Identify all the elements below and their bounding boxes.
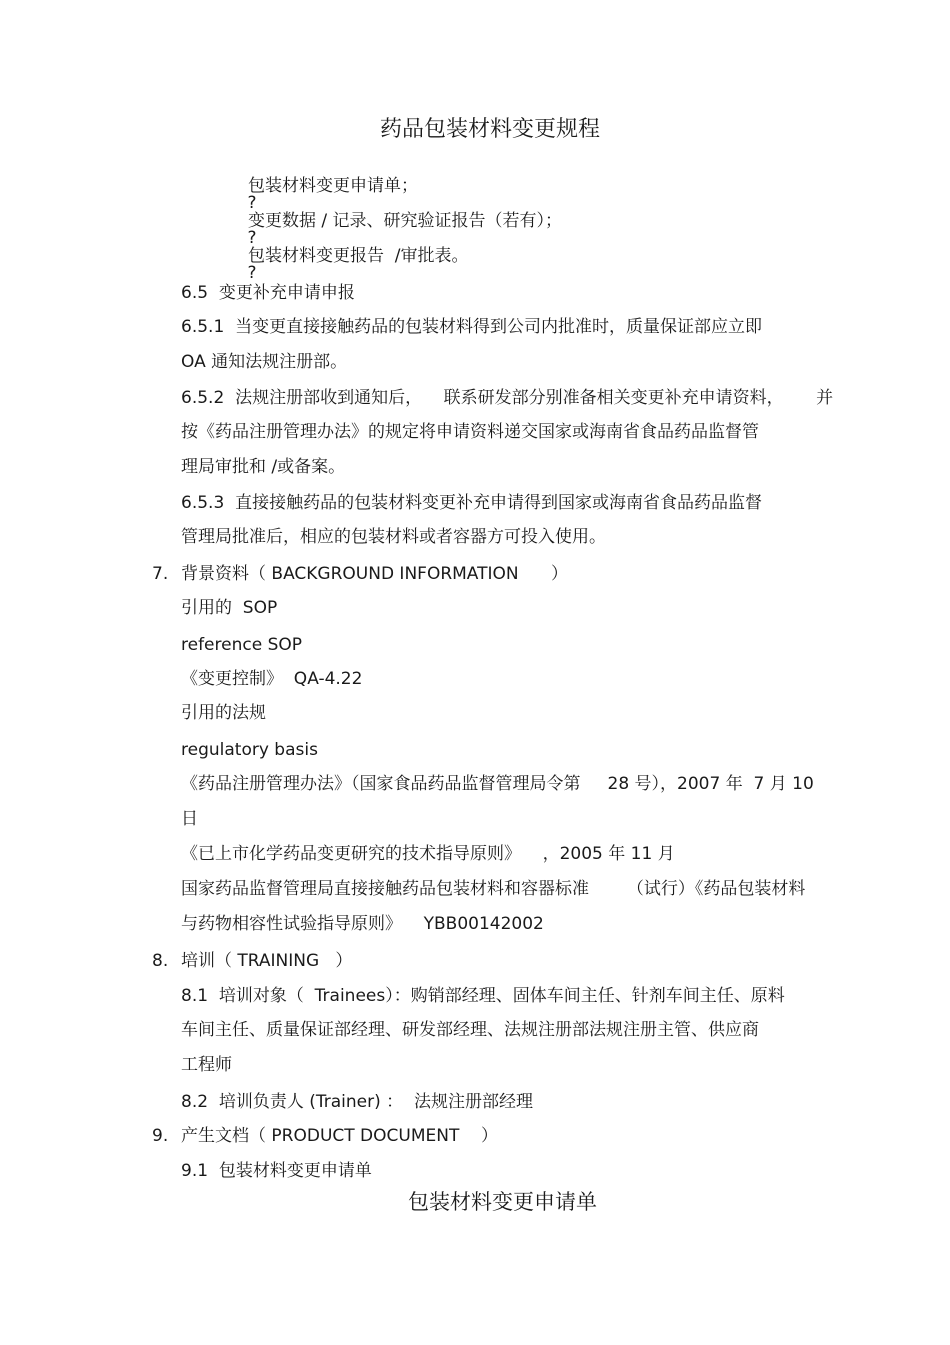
section-8-1-line: 车间主任、质量保证部经理、研发部经理、法规注册部法规注册主管、供应商 bbox=[181, 1020, 759, 1040]
section-9-heading: 产生文档（ PRODUCT DOCUMENT ） bbox=[181, 1126, 498, 1146]
section-6-5-2-line: 理局审批和 /或备案。 bbox=[181, 457, 346, 477]
regulation-item: 与药物相容性试验指导原则》 YBB00142002 bbox=[181, 914, 544, 934]
bullet-text: 变更数据 / 记录、研究验证报告（若有）； bbox=[248, 211, 563, 231]
bullet-text: 包装材料变更申请单； bbox=[248, 176, 418, 196]
form-title: 包装材料变更申请单 bbox=[408, 1190, 597, 1214]
section-7-number: 7. bbox=[152, 564, 169, 584]
regulatory-basis-label: 引用的法规 bbox=[181, 703, 266, 723]
section-8-number: 8. bbox=[152, 951, 169, 971]
section-8-2-line: 8.2 培训负责人 (Trainer) ： 法规注册部经理 bbox=[181, 1092, 533, 1112]
reference-sop-item: 《变更控制》 QA-4.22 bbox=[181, 669, 363, 689]
section-9-number: 9. bbox=[152, 1126, 169, 1146]
section-6-5-1-line: 6.5.1 当变更直接接触药品的包装材料得到公司内批准时，质量保证部应立即 bbox=[181, 317, 763, 337]
bullet-mark: ? bbox=[247, 263, 257, 283]
bullet-mark: ? bbox=[247, 193, 257, 213]
page-title: 药品包装材料变更规程 bbox=[380, 117, 601, 142]
bullet-mark: ? bbox=[247, 228, 257, 248]
section-6-5-3-line: 管理局批准后，相应的包装材料或者容器方可投入使用。 bbox=[181, 527, 606, 547]
bullet-text: 包装材料变更报告 /审批表。 bbox=[248, 246, 469, 266]
section-8-heading: 培训（ TRAINING ） bbox=[181, 951, 353, 971]
regulatory-basis-label-en: regulatory basis bbox=[181, 740, 318, 760]
section-7-heading: 背景资料（ BACKGROUND INFORMATION ） bbox=[181, 564, 569, 584]
section-8-1-line: 工程师 bbox=[181, 1055, 232, 1075]
section-6-5-2-line: 6.5.2 法规注册部收到通知后， 联系研发部分别准备相关变更补充申请资料， 并 bbox=[181, 388, 834, 408]
section-6-5-heading: 6.5 变更补充申请申报 bbox=[181, 283, 355, 303]
reference-sop-label: 引用的 SOP bbox=[181, 598, 278, 618]
regulation-item: 日 bbox=[181, 809, 198, 829]
section-6-5-1-line: OA 通知法规注册部。 bbox=[181, 352, 348, 372]
regulation-item: 《药品注册管理办法》（国家食品药品监督管理局令第 28 号），2007 年 7 月 10 bbox=[181, 774, 814, 794]
section-8-1-line: 8.1 培训对象（ Trainees）：购销部经理、固体车间主任、针剂车间主任、原料 bbox=[181, 986, 785, 1006]
regulation-item: 国家药品监督管理局直接接触药品包装材料和容器标准 （试行）《药品包装材料 bbox=[181, 879, 806, 899]
section-9-1-line: 9.1 包装材料变更申请单 bbox=[181, 1161, 372, 1181]
section-6-5-3-line: 6.5.3 直接接触药品的包装材料变更补充申请得到国家或海南省食品药品监督 bbox=[181, 493, 763, 513]
section-6-5-2-line: 按《药品注册管理办法》的规定将申请资料递交国家或海南省食品药品监督管 bbox=[181, 422, 759, 442]
reference-sop-label-en: reference SOP bbox=[181, 635, 303, 655]
regulation-item: 《已上市化学药品变更研究的技术指导原则》 ，2005 年 11 月 bbox=[181, 844, 675, 864]
